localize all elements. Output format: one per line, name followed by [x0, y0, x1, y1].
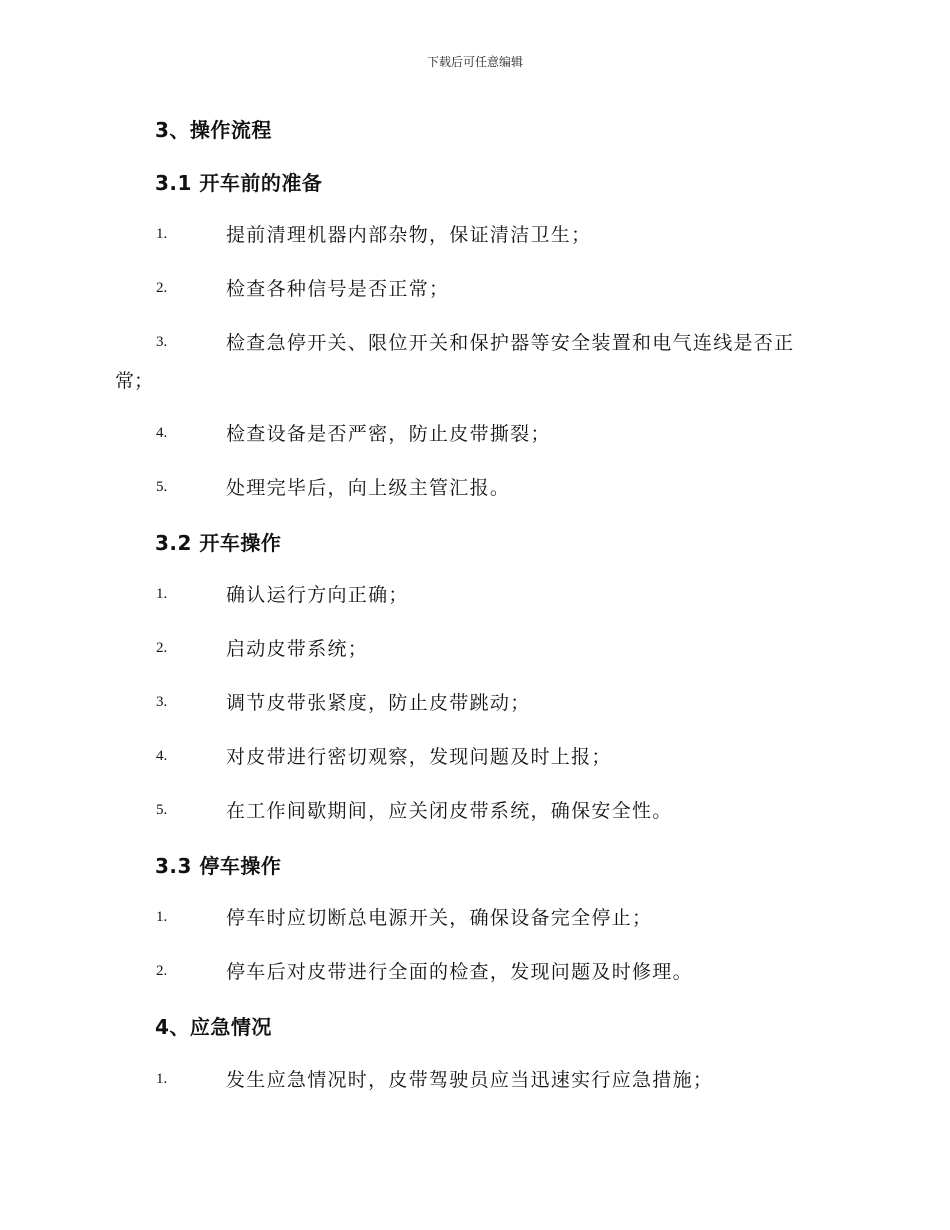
list-item-number: 2. [156, 640, 168, 656]
list-item [0, 419, 950, 449]
list-item-number: 5. [156, 802, 168, 818]
list-item [0, 1065, 950, 1095]
section-heading-3-3: 3.3 停车操作 [155, 854, 282, 878]
section-heading-3: 3、操作流程 [155, 118, 272, 142]
list-item-number: 3. [156, 694, 168, 710]
list-item-number: 5. [156, 479, 168, 495]
list-item-text: 启动皮带系统； [226, 638, 369, 660]
list-item-number: 1. [156, 226, 168, 242]
list-item-number: 3. [156, 334, 168, 350]
list-item [0, 328, 950, 358]
list-item-text: 检查急停开关、限位开关和保护器等安全装置和电气连线是否正 [226, 332, 795, 354]
list-item [0, 742, 950, 772]
list-item [0, 957, 950, 987]
section-heading-4: 4、应急情况 [155, 1015, 272, 1039]
list-item [0, 796, 950, 826]
list-item [0, 473, 950, 503]
list-item-text: 停车时应切断总电源开关，确保设备完全停止； [226, 907, 653, 929]
page-header: 下载后可任意编辑 [426, 55, 523, 69]
list-item-text: 处理完毕后，向上级主管汇报。 [226, 477, 511, 499]
list-item-number: 2. [156, 280, 168, 296]
list-item-text: 检查设备是否严密，防止皮带撕裂； [226, 423, 551, 445]
list-item-number: 1. [156, 909, 168, 925]
list-item [0, 903, 950, 933]
list-item [0, 274, 950, 304]
section-heading-3-1: 3.1 开车前的准备 [155, 171, 323, 195]
section-heading-3-2: 3.2 开车操作 [155, 531, 282, 555]
list-item-text: 发生应急情况时，皮带驾驶员应当迅速实行应急措施； [226, 1069, 714, 1091]
list-item-number: 4. [156, 748, 168, 764]
list-item-text: 确认运行方向正确； [226, 584, 409, 606]
list-item-text: 停车后对皮带进行全面的检查，发现问题及时修理。 [226, 961, 693, 983]
list-item-number: 1. [156, 1071, 168, 1087]
list-item-number: 1. [156, 586, 168, 602]
list-item-text: 调节皮带张紧度，防止皮带跳动； [226, 692, 531, 714]
list-item-text: 检查各种信号是否正常； [226, 278, 450, 300]
list-item [0, 688, 950, 718]
list-item-text: 提前清理机器内部杂物，保证清洁卫生； [226, 224, 592, 246]
list-item [0, 220, 950, 250]
list-item-text: 对皮带进行密切观察，发现问题及时上报； [226, 746, 612, 768]
list-item [0, 580, 950, 610]
list-item-number: 2. [156, 963, 168, 979]
list-item-number: 4. [156, 425, 168, 441]
list-item-text: 在工作间歇期间，应关闭皮带系统，确保安全性。 [226, 800, 673, 822]
list-item [0, 634, 950, 664]
list-item-continuation: 常； [115, 370, 154, 392]
